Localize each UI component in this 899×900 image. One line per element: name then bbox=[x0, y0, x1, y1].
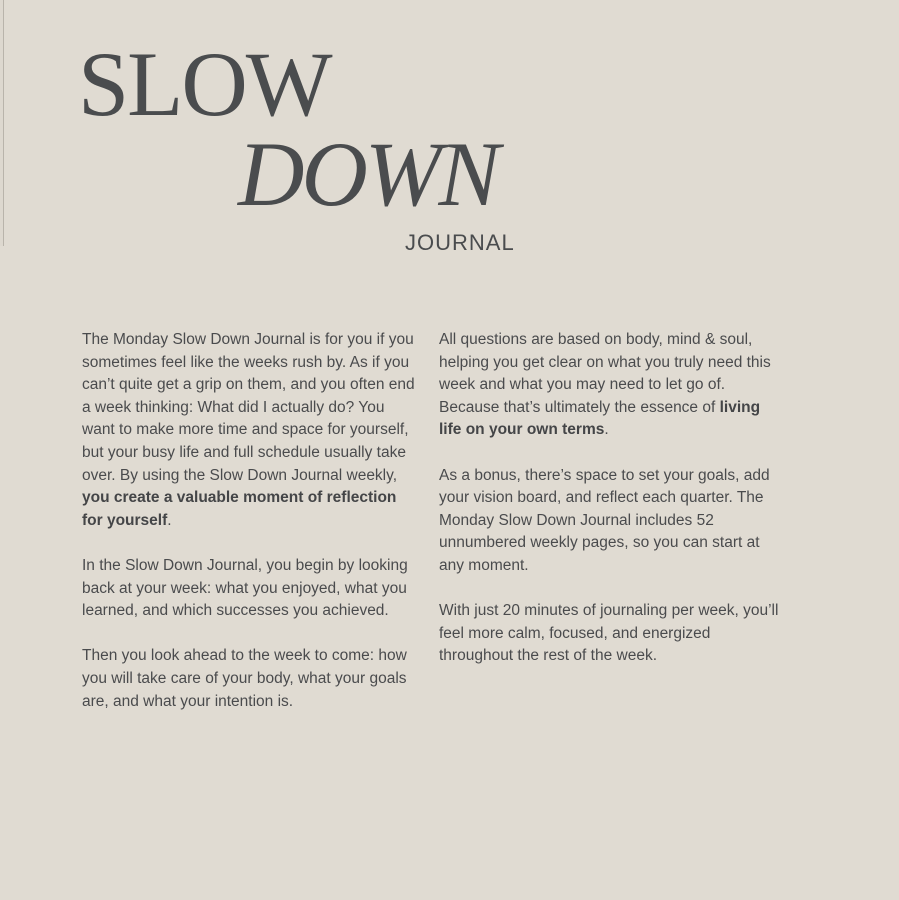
right-p1-end: . bbox=[604, 421, 609, 439]
right-paragraph-3: With just 20 minutes of journaling per week, you’ll feel more calm, focused, and energized throughout the rest of the week. bbox=[439, 602, 779, 665]
right-paragraph-2: As a bonus, there’s space to set your goals, add your vision board, and reflect each quarter. The Monday Slow Down Journal includes 52 unnumbered weekly pages, so you can start at any moment. bbox=[439, 466, 770, 574]
left-paragraph-2: In the Slow Down Journal, you begin by looking back at your week: what you enjoyed, what you learned, and which successes you achieved. bbox=[82, 556, 408, 620]
left-p1-bold: you create a valuable moment of reflection for yourself bbox=[82, 489, 397, 529]
left-p1-end: . bbox=[167, 511, 172, 529]
right-p1-bold: living life on your own terms bbox=[439, 398, 761, 439]
title-slow: SLOW bbox=[78, 33, 331, 135]
title-down: DOWN bbox=[238, 123, 497, 225]
right-p1-text: All questions are based on body, mind & soul, helping you get clear on what you truly need this week and what you may need to let go of. Because that’s ultimately the essence of bbox=[439, 331, 771, 416]
right-paragraph-1 bbox=[439, 329, 779, 442]
title-journal: JOURNAL bbox=[405, 230, 515, 255]
left-paragraph-3: Then you look ahead to the week to come: how you will take care of your body, what your goals are, and what your intention is. bbox=[82, 647, 407, 710]
page-edge bbox=[0, 0, 4, 246]
left-p1-text: The Monday Slow Down Journal is for you if you sometimes feel like the weeks rush by. As if you can’t quite get a grip on them, and you often end a week thinking: What did I actually do? You want to make more time and space for yourself, but your busy life and full schedule usually take over. By using the Slow Down Journal weekly, bbox=[82, 331, 415, 484]
left-column bbox=[82, 329, 417, 736]
left-paragraph-1 bbox=[82, 329, 417, 532]
right-column bbox=[439, 329, 779, 691]
